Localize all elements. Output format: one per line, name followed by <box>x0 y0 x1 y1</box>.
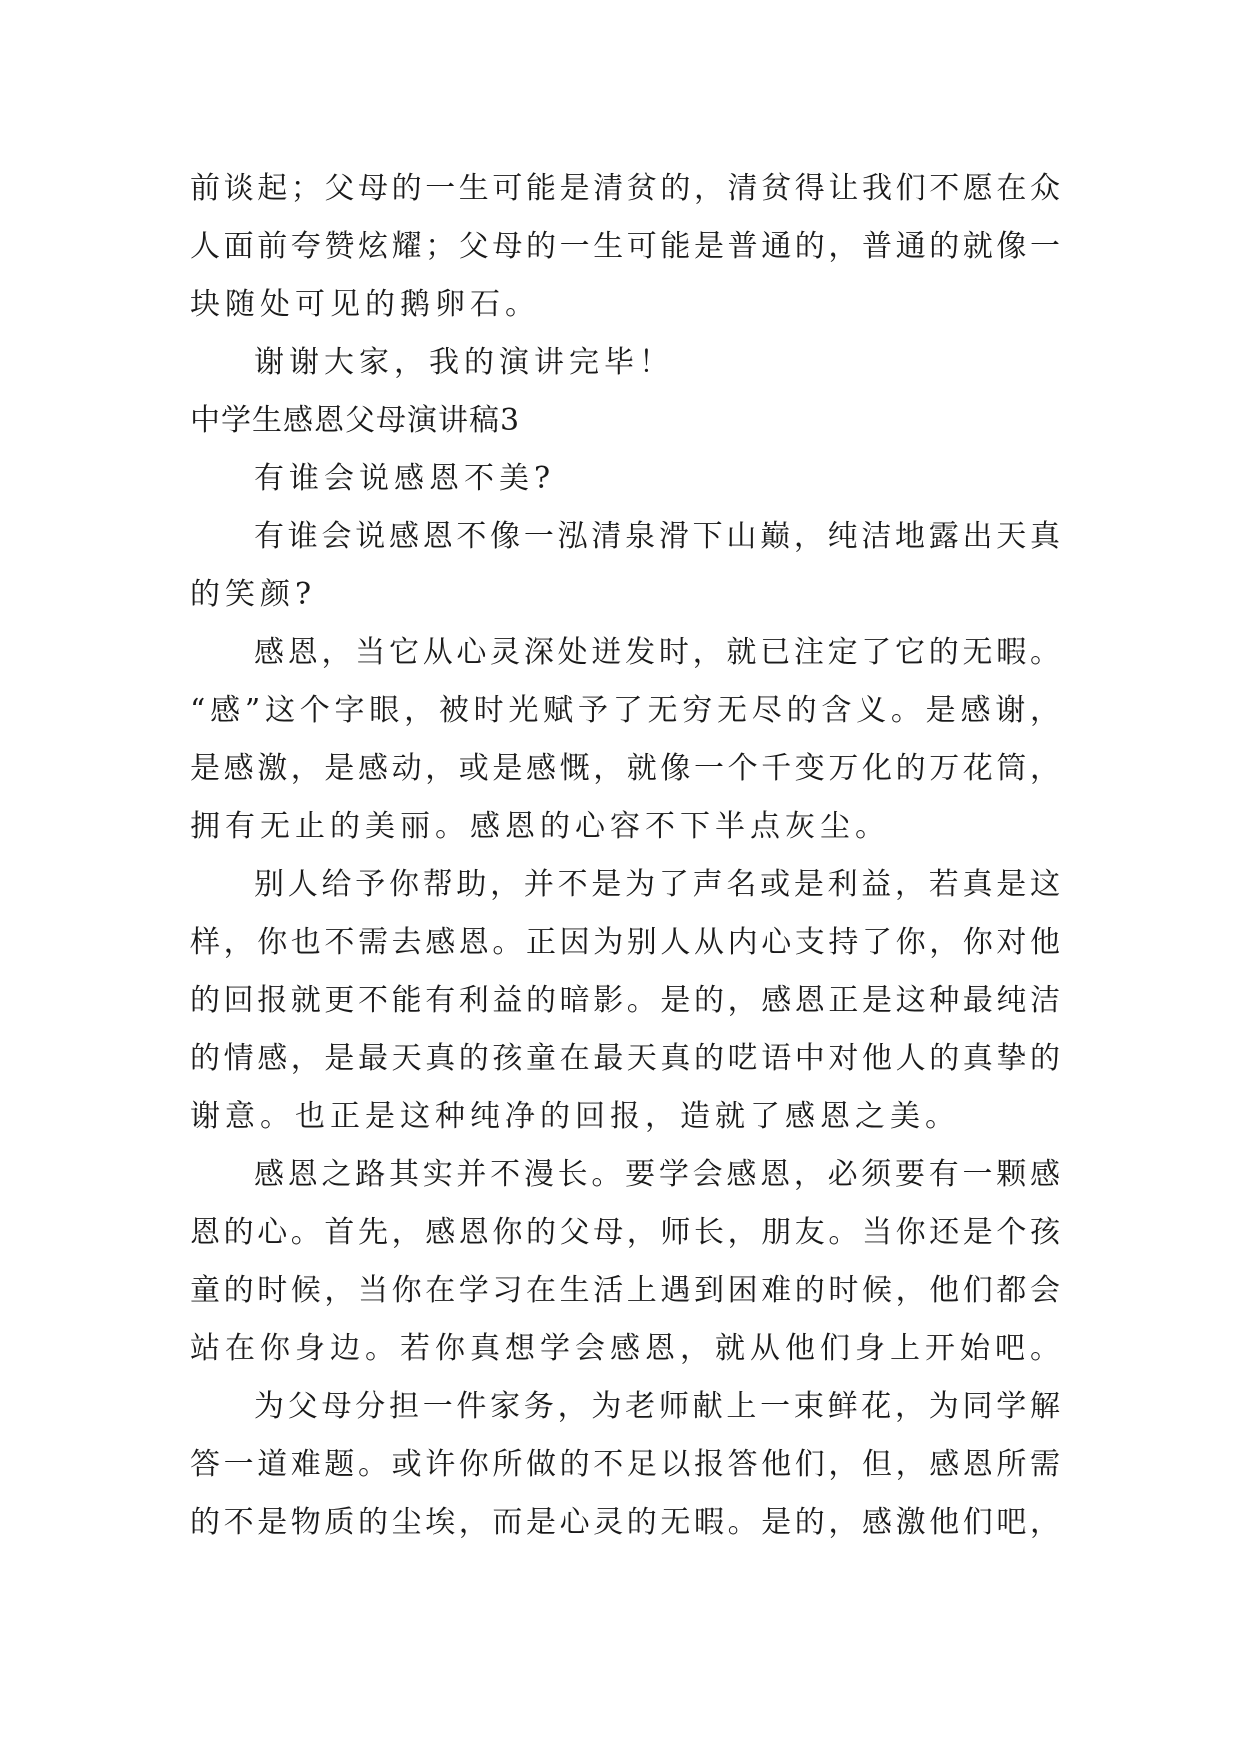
text-line: 前谈起；父母的一生可能是清贫的，清贫得让我们不愿在众 <box>190 171 1060 206</box>
text-line: 拥有无止的美丽。感恩的心容不下半点灰尘。 <box>190 809 890 844</box>
text-line: 恩的心。首先，感恩你的父母，师长，朋友。当你还是个孩 <box>190 1215 1060 1250</box>
text-line: 谢谢大家，我的演讲完毕！ <box>254 345 674 380</box>
text-line: 答一道难题。或许你所做的不足以报答他们，但，感恩所需 <box>190 1447 1060 1482</box>
text-line: 别人给予你帮助，并不是为了声名或是利益，若真是这 <box>254 867 1060 902</box>
text-line: 感恩，当它从心灵深处迸发时，就已注定了它的无暇。 <box>254 635 1060 670</box>
text-line: 的情感，是最天真的孩童在最天真的呓语中对他人的真挚的 <box>190 1041 1060 1076</box>
text-line: 站在你身边。若你真想学会感恩，就从他们身上开始吧。 <box>190 1331 1065 1366</box>
text-line: “感”这个字眼，被时光赋予了无穷无尽的含义。是感谢， <box>190 693 1060 728</box>
text-line: 的不是物质的尘埃，而是心灵的无暇。是的，感激他们吧， <box>190 1505 1060 1540</box>
text-line: 是感激，是感动，或是感慨，就像一个千变万化的万花筒， <box>190 751 1060 786</box>
text-line: 块随处可见的鹅卵石。 <box>190 287 540 322</box>
text-line: 人面前夸赞炫耀；父母的一生可能是普通的，普通的就像一 <box>190 229 1060 264</box>
section-heading: 中学生感恩父母演讲稿3 <box>190 403 521 438</box>
text-line: 为父母分担一件家务，为老师献上一束鲜花，为同学解 <box>254 1389 1060 1424</box>
text-line: 的回报就更不能有利益的暗影。是的，感恩正是这种最纯洁 <box>190 983 1060 1018</box>
text-line: 有谁会说感恩不像一泓清泉滑下山巅，纯洁地露出天真 <box>254 519 1060 554</box>
text-line: 童的时候，当你在学习在生活上遇到困难的时候，他们都会 <box>190 1273 1060 1308</box>
text-line: 感恩之路其实并不漫长。要学会感恩，必须要有一颗感 <box>254 1157 1060 1192</box>
text-line: 谢意。也正是这种纯净的回报，造就了感恩之美。 <box>190 1099 960 1134</box>
text-line: 有谁会说感恩不美? <box>254 461 556 496</box>
text-line: 的笑颜? <box>190 577 317 612</box>
text-line: 样，你也不需去感恩。正因为别人从内心支持了你，你对他 <box>190 925 1060 960</box>
document-body <box>190 160 1065 1552</box>
